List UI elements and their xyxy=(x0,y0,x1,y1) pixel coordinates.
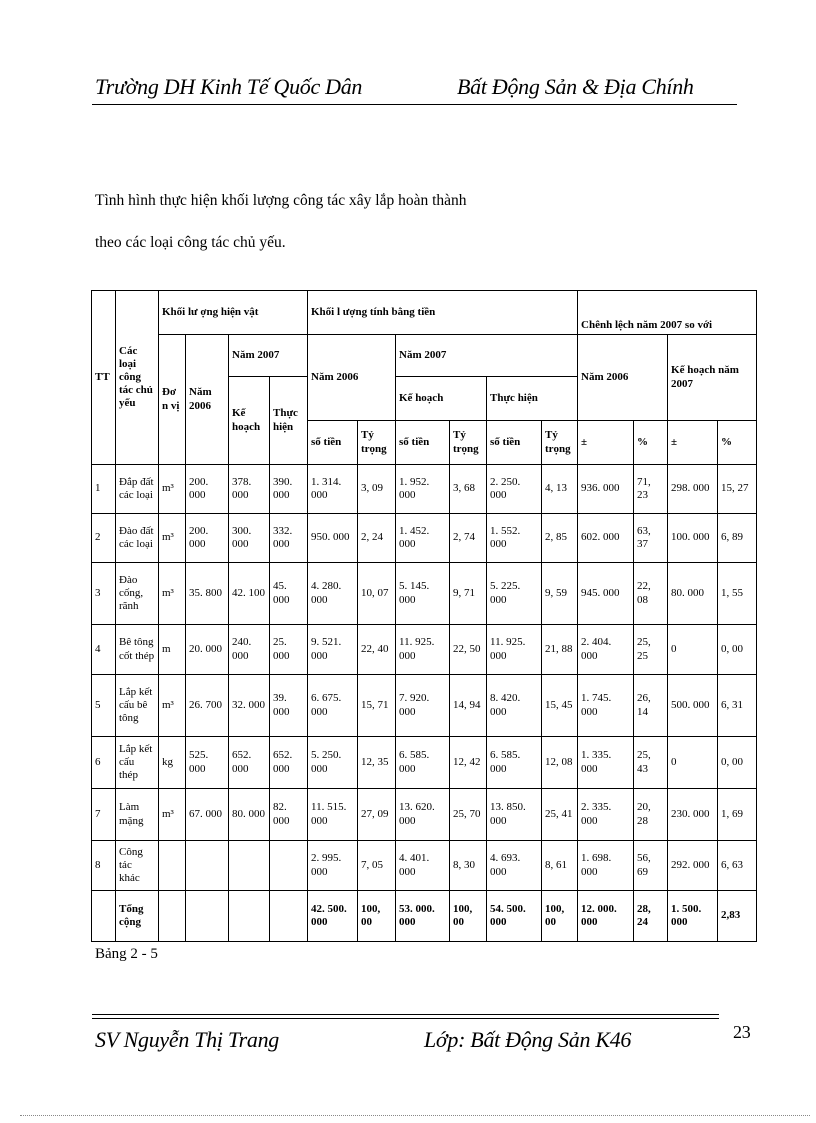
table-cell: 5. 250. 000 xyxy=(308,737,358,789)
table-cell: 21, 88 xyxy=(542,625,578,675)
header-ratio: Tỷ trọng xyxy=(542,421,578,465)
header-year-2007-money: Năm 2007 xyxy=(396,335,578,377)
table-cell: 500. 000 xyxy=(668,675,718,737)
table-cell: 6, 89 xyxy=(718,514,757,563)
table-cell: 2. 995. 000 xyxy=(308,841,358,891)
page-number: 23 xyxy=(733,1022,751,1042)
table-cell: 25, 43 xyxy=(634,737,668,789)
table-cell: Lắp kết cấu thép xyxy=(116,737,159,789)
header-ratio: Tỷ trọng xyxy=(450,421,487,465)
table-cell: 1. 314. 000 xyxy=(308,465,358,514)
header-difference: Chênh lệch năm 2007 so với xyxy=(578,291,757,335)
table-cell: Bê tông cốt thép xyxy=(116,625,159,675)
table-cell: m³ xyxy=(159,514,186,563)
table-cell: 100. 000 xyxy=(668,514,718,563)
header-vs-plan-2007: Kế hoạch năm 2007 xyxy=(668,335,757,421)
header-rule xyxy=(92,104,737,105)
table-cell: 12. 000. 000 xyxy=(578,891,634,942)
table-cell: Tổng cộng xyxy=(116,891,159,942)
table-cell: 6, 63 xyxy=(718,841,757,891)
table-cell: 3 xyxy=(92,563,116,625)
table-cell: 5 xyxy=(92,675,116,737)
table-cell: 100, 00 xyxy=(358,891,396,942)
table-cell: 35. 800 xyxy=(186,563,229,625)
table-row xyxy=(92,737,757,789)
header-tt: TT xyxy=(92,291,116,465)
header-diff-percent: % xyxy=(718,421,757,465)
table-cell: 292. 000 xyxy=(668,841,718,891)
table-cell: 230. 000 xyxy=(668,789,718,841)
header-plan: Kế hoạch xyxy=(229,377,270,465)
footer-student: SV Nguyễn Thị Trang xyxy=(95,1027,279,1052)
table-cell: 45. 000 xyxy=(270,563,308,625)
table-row xyxy=(92,465,757,514)
table-cell: 2, 85 xyxy=(542,514,578,563)
table-cell: 22, 08 xyxy=(634,563,668,625)
table-cell: 6 xyxy=(92,737,116,789)
table-cell xyxy=(270,841,308,891)
table-cell: 2. 404. 000 xyxy=(578,625,634,675)
table-cell: 11. 925. 000 xyxy=(487,625,542,675)
header-work-type: Các loại công tác chủ yếu xyxy=(116,291,159,465)
footer-class: Lớp: Bất Động Sản K46 xyxy=(424,1027,632,1052)
table-cell: 1. 952. 000 xyxy=(396,465,450,514)
table-cell: 71, 23 xyxy=(634,465,668,514)
table-cell: 25, 25 xyxy=(634,625,668,675)
table-cell: 22, 50 xyxy=(450,625,487,675)
table-cell: 602. 000 xyxy=(578,514,634,563)
table-cell: 20, 28 xyxy=(634,789,668,841)
table-cell: 6. 675. 000 xyxy=(308,675,358,737)
table-cell: m³ xyxy=(159,465,186,514)
table-cell: 200. 000 xyxy=(186,465,229,514)
intro-line-2: theo các loại công tác chủ yếu. xyxy=(95,234,286,251)
header-year-2007: Năm 2007 xyxy=(229,335,308,377)
table-cell: 1, 69 xyxy=(718,789,757,841)
table-cell: Đắp đất các loại xyxy=(116,465,159,514)
header-monetary-volume: Khối l ượng tính bằng tiền xyxy=(308,291,578,335)
table-cell xyxy=(159,891,186,942)
table-cell: 7 xyxy=(92,789,116,841)
header-year-2006: Năm 2006 xyxy=(186,335,229,465)
table-cell: 80. 000 xyxy=(229,789,270,841)
table-cell: 13. 850. 000 xyxy=(487,789,542,841)
table-cell: 8 xyxy=(92,841,116,891)
table-cell: 2 xyxy=(92,514,116,563)
table-cell: m³ xyxy=(159,789,186,841)
table-cell: 525. 000 xyxy=(186,737,229,789)
table-cell: 240. 000 xyxy=(229,625,270,675)
table-cell: 936. 000 xyxy=(578,465,634,514)
table-cell: 12, 42 xyxy=(450,737,487,789)
table-cell: 4 xyxy=(92,625,116,675)
table-cell: 6. 585. 000 xyxy=(396,737,450,789)
table-cell: 11. 925. 000 xyxy=(396,625,450,675)
table-cell: 5. 225. 000 xyxy=(487,563,542,625)
construction-volume-table xyxy=(91,290,757,942)
table-cell: 0 xyxy=(668,625,718,675)
table-cell: 332. 000 xyxy=(270,514,308,563)
table-cell: 378. 000 xyxy=(229,465,270,514)
table-cell: 39. 000 xyxy=(270,675,308,737)
table-cell: m³ xyxy=(159,675,186,737)
table-row xyxy=(92,625,757,675)
table-cell: 53. 000. 000 xyxy=(396,891,450,942)
table-cell: 1. 552. 000 xyxy=(487,514,542,563)
table-cell: 7, 05 xyxy=(358,841,396,891)
table-cell: 63, 37 xyxy=(634,514,668,563)
table-cell: 0 xyxy=(668,737,718,789)
table-cell: 0, 00 xyxy=(718,737,757,789)
table-cell: 25. 000 xyxy=(270,625,308,675)
table-cell: 300. 000 xyxy=(229,514,270,563)
header-physical-volume: Khối lư ợng hiện vật xyxy=(159,291,308,335)
table-cell: m³ xyxy=(159,563,186,625)
table-cell: 9, 71 xyxy=(450,563,487,625)
header-actual: Thực hiện xyxy=(270,377,308,465)
table-cell: 2, 24 xyxy=(358,514,396,563)
table-cell: 42. 500. 000 xyxy=(308,891,358,942)
table-cell: 2. 335. 000 xyxy=(578,789,634,841)
table-cell: 1. 335. 000 xyxy=(578,737,634,789)
header-amount: số tiền xyxy=(308,421,358,465)
table-row xyxy=(92,514,757,563)
table-cell: 1. 500. 000 xyxy=(668,891,718,942)
table-cell: Lắp kết cấu bê tông xyxy=(116,675,159,737)
table-cell: Đào đất các loại xyxy=(116,514,159,563)
table-cell: 8, 30 xyxy=(450,841,487,891)
table-row xyxy=(92,675,757,737)
table-cell: 1, 55 xyxy=(718,563,757,625)
footer-rule xyxy=(92,1018,719,1019)
table-cell: 950. 000 xyxy=(308,514,358,563)
table-cell: 4. 693. 000 xyxy=(487,841,542,891)
table-cell: kg xyxy=(159,737,186,789)
table-cell: 14, 94 xyxy=(450,675,487,737)
table-cell: 3, 09 xyxy=(358,465,396,514)
table-cell: 4. 401. 000 xyxy=(396,841,450,891)
table-cell: 5. 145. 000 xyxy=(396,563,450,625)
header-diff-percent: % xyxy=(634,421,668,465)
table-cell: 2. 250. 000 xyxy=(487,465,542,514)
table-cell: 298. 000 xyxy=(668,465,718,514)
table-cell xyxy=(186,841,229,891)
table-cell: 6, 31 xyxy=(718,675,757,737)
header-department: Bất Động Sản & Địa Chính xyxy=(457,74,694,99)
table-cell: 54. 500. 000 xyxy=(487,891,542,942)
table-cell: 8, 61 xyxy=(542,841,578,891)
header-actual-money: Thực hiện xyxy=(487,377,578,421)
table-cell: 9, 59 xyxy=(542,563,578,625)
table-caption: Bảng 2 - 5 xyxy=(95,946,158,962)
table-cell: 7. 920. 000 xyxy=(396,675,450,737)
table-cell: 2,83 xyxy=(718,891,757,942)
header-diff-amount: ± xyxy=(668,421,718,465)
total-row xyxy=(92,891,757,942)
table-cell: Đào cống, rãnh xyxy=(116,563,159,625)
table-cell: 67. 000 xyxy=(186,789,229,841)
header-year-2006-money: Năm 2006 xyxy=(308,335,396,421)
table-cell: 56, 69 xyxy=(634,841,668,891)
intro-line-1: Tình hình thực hiện khối lượng công tác xây lắp hoàn thành xyxy=(95,192,467,209)
table-cell: 13. 620. 000 xyxy=(396,789,450,841)
table-cell: 80. 000 xyxy=(668,563,718,625)
table-cell xyxy=(92,891,116,942)
header-unit: Đơ n vị xyxy=(159,335,186,465)
table-row xyxy=(92,789,757,841)
table-cell: 42. 100 xyxy=(229,563,270,625)
table-cell: 200. 000 xyxy=(186,514,229,563)
table-cell: 1. 698. 000 xyxy=(578,841,634,891)
table-cell: 32. 000 xyxy=(229,675,270,737)
table-cell: 25, 70 xyxy=(450,789,487,841)
table-cell: 8. 420. 000 xyxy=(487,675,542,737)
table-cell: 2, 74 xyxy=(450,514,487,563)
table-cell xyxy=(159,841,186,891)
table-row xyxy=(92,841,757,891)
table-cell: 0, 00 xyxy=(718,625,757,675)
table-cell: 15, 71 xyxy=(358,675,396,737)
table-cell: 82. 000 xyxy=(270,789,308,841)
header-school: Trường DH Kinh Tế Quốc Dân xyxy=(95,74,363,99)
table-cell: Công tác khác xyxy=(116,841,159,891)
table-cell: 28, 24 xyxy=(634,891,668,942)
header-vs-2006: Năm 2006 xyxy=(578,335,668,421)
table-cell xyxy=(270,891,308,942)
table-cell: 25, 41 xyxy=(542,789,578,841)
table-cell xyxy=(186,891,229,942)
header-amount: số tiền xyxy=(487,421,542,465)
table-cell: 15, 45 xyxy=(542,675,578,737)
table-cell: 1. 745. 000 xyxy=(578,675,634,737)
table-cell: 3, 68 xyxy=(450,465,487,514)
table-cell: 20. 000 xyxy=(186,625,229,675)
table-cell: 652. 000 xyxy=(270,737,308,789)
table-cell: 15, 27 xyxy=(718,465,757,514)
table-cell: 652. 000 xyxy=(229,737,270,789)
header-diff-amount: ± xyxy=(578,421,634,465)
table-cell: 1. 452. 000 xyxy=(396,514,450,563)
table-cell: 390. 000 xyxy=(270,465,308,514)
table-cell: 4, 13 xyxy=(542,465,578,514)
table-cell: 9. 521. 000 xyxy=(308,625,358,675)
table-cell: 4. 280. 000 xyxy=(308,563,358,625)
page-edge xyxy=(20,1115,810,1116)
table-cell: 22, 40 xyxy=(358,625,396,675)
table-cell: 12, 08 xyxy=(542,737,578,789)
table-cell xyxy=(229,891,270,942)
table-cell: 26, 14 xyxy=(634,675,668,737)
table-cell: 12, 35 xyxy=(358,737,396,789)
table-cell: 11. 515. 000 xyxy=(308,789,358,841)
table-cell: 10, 07 xyxy=(358,563,396,625)
table-cell xyxy=(229,841,270,891)
table-cell: 1 xyxy=(92,465,116,514)
header-ratio: Tỷ trọng xyxy=(358,421,396,465)
table-cell: 100, 00 xyxy=(542,891,578,942)
footer-rule xyxy=(92,1014,719,1015)
table-cell: 26. 700 xyxy=(186,675,229,737)
table-cell: m xyxy=(159,625,186,675)
header-plan-money: Kế hoạch xyxy=(396,377,487,421)
table-cell: 27, 09 xyxy=(358,789,396,841)
table-cell: 100, 00 xyxy=(450,891,487,942)
table-cell: 945. 000 xyxy=(578,563,634,625)
table-cell: 6. 585. 000 xyxy=(487,737,542,789)
header-amount: số tiền xyxy=(396,421,450,465)
table-row xyxy=(92,563,757,625)
table-cell: Làm mặng xyxy=(116,789,159,841)
